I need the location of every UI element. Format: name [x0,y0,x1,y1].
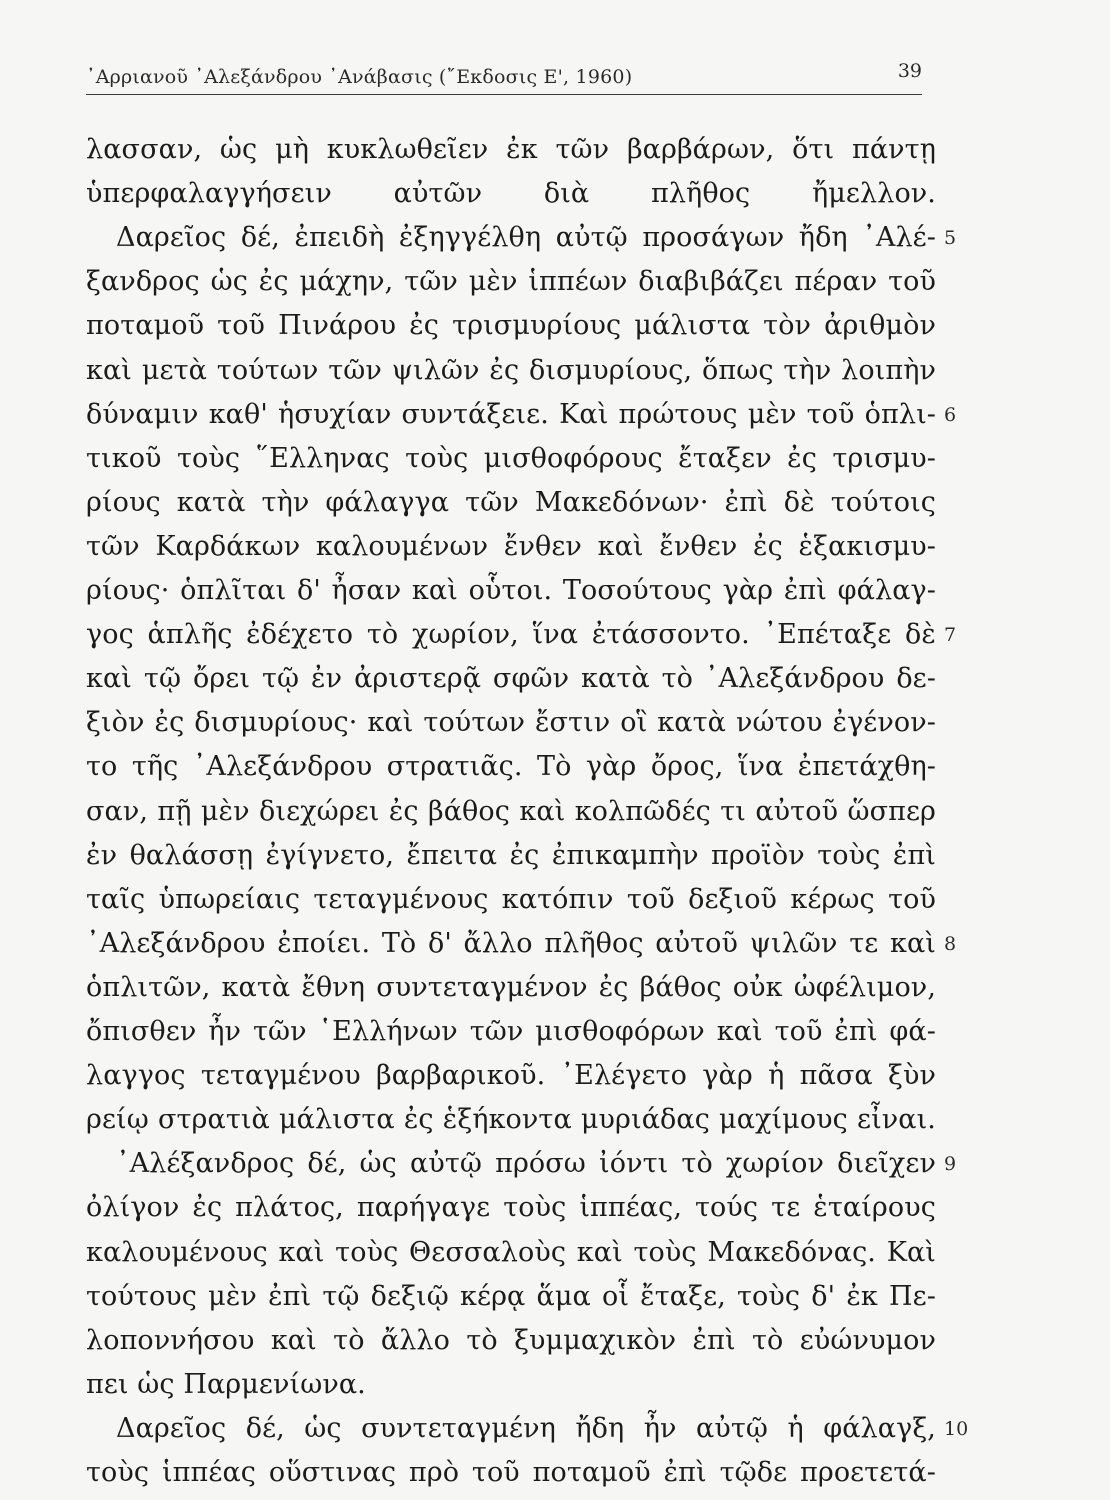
text-line: λοποννήσου καὶ τὸ ἄλλο τὸ ξυμμαχικὸν ἐπὶ τὸ εὐώνυμον [86,1325,936,1356]
text-line: λασσαν, ὡς μὴ κυκλωθεῖεν ἐκ τῶν βαρβάρων, ὅτι πάντῃ [86,134,936,165]
section-number: 5 [944,227,957,249]
text-line: τικοῦ τοὺς ῞Ελληνας τοὺς μισθοφόρους ἔταξεν ἐς τρισμυ- [86,443,936,474]
text-line: ρείῳ στρατιὰ μάλιστα ἐς ἑξήκοντα μυριάδας μαχίμους εἶναι. [86,1104,936,1135]
text-line: ξανδρος ὡς ἐς μάχην, τῶν μὲν ἱππέων διαβιβάζει πέραν τοῦ [86,266,936,297]
text-line: τούτους μὲν ἐπὶ τῷ δεξιῷ κέρᾳ ἅμα οἷ ἔταξε, τοὺς δ' ἐκ Πε- [86,1281,936,1312]
text-line: Δαρεῖος δέ, ὡς συντεταγμένη ἤδη ἦν αὐτῷ ἡ φάλαγξ, [116,1413,936,1444]
section-number: 9 [944,1153,957,1175]
running-title: ᾿Αρριανοῦ ᾿Αλεξάνδρου ᾿Ανάβασις (῎Εκδοσις Ε', 1960) [86,66,633,88]
text-line: ρίους κατὰ τὴν φάλαγγα τῶν Μακεδόνων· ἐπὶ δὲ τούτοις [86,487,936,518]
text-line: τῶν Καρδάκων καλουμένων ἔνθεν καὶ ἔνθεν ἐς ἑξακισμυ- [86,531,936,562]
text-line: ἐν θαλάσσῃ ἐγίγνετο, ἔπειτα ἐς ἐπικαμπὴν προϊὸν τοὺς ἐπὶ [86,840,936,871]
text-line: καὶ μετὰ τούτων τῶν ψιλῶν ἐς δισμυρίους, ὅπως τὴν λοιπὴν [86,355,936,386]
text-line: ποταμοῦ τοῦ Πινάρου ἐς τρισμυρίους μάλιστα τὸν ἀριθμὸν [86,310,936,341]
page-number: 39 [897,60,922,82]
text-line: ὁπλιτῶν, κατὰ ἔθνη συντεταγμένον ἐς βάθος οὐκ ὠφέλιμον, [86,972,936,1003]
section-number: 7 [944,624,957,646]
text-line: δύναμιν καθ' ἡσυχίαν συντάξειε. Καὶ πρώτους μὲν τοῦ ὁπλι- [86,399,936,430]
section-number: 8 [944,933,957,955]
section-number: 6 [944,404,957,426]
text-line: καλουμένους καὶ τοὺς Θεσσαλοὺς καὶ τοὺς Μακεδόνας. Καὶ [86,1237,936,1268]
text-line: ταῖς ὑπωρείαις τεταγμένους κατόπιν τοῦ δεξιοῦ κέρως τοῦ [86,884,936,915]
text-line: καὶ τῷ ὄρει τῷ ἐν ἀριστερᾷ σφῶν κατὰ τὸ ᾿Αλεξάνδρου δε- [86,663,936,694]
text-line: ὄπισθεν ἦν τῶν ῾Ελλήνων τῶν μισθοφόρων καὶ τοῦ ἐπὶ φά- [86,1016,936,1047]
text-line: ᾿Αλεξάνδρου ἐποίει. Τὸ δ' ἄλλο πλῆθος αὐτοῦ ψιλῶν τε καὶ [86,928,936,959]
running-head [86,62,922,95]
text-line: ὀλίγον ἐς πλάτος, παρήγαγε τοὺς ἱππέας, τούς τε ἑταίρους [86,1192,936,1223]
text-line: τοὺς ἱππέας οὕστινας πρὸ τοῦ ποταμοῦ ἐπὶ τῷδε προετετά- [86,1457,936,1488]
text-line: ᾿Αλέξανδρος δέ, ὡς αὐτῷ πρόσω ἰόντι τὸ χωρίον διεῖχεν [116,1148,936,1179]
text-line: ρίους· ὁπλῖται δ' ἦσαν καὶ οὗτοι. Τοσούτους γὰρ ἐπὶ φάλαγ- [86,575,936,606]
text-line: γος ἁπλῆς ἐδέχετο τὸ χωρίον, ἵνα ἐτάσσοντο. ᾿Επέταξε δὲ [86,619,936,650]
text-line: ὑπερφαλαγγήσειν αὐτῶν διὰ πλῆθος ἤμελλον. [86,178,936,209]
text-line: πει ὡς Παρμενίωνα. [86,1369,366,1400]
section-number: 10 [944,1418,969,1440]
text-line: το τῆς ᾿Αλεξάνδρου στρατιᾶς. Τὸ γὰρ ὄρος, ἵνα ἐπετάχθη- [86,751,936,782]
text-line: Δαρεῖος δέ, ἐπειδὴ ἐξηγγέλθη αὐτῷ προσάγων ἤδη ᾿Αλέ- [116,222,936,253]
text-line: σαν, πῇ μὲν διεχώρει ἐς βάθος καὶ κολπῶδές τι αὐτοῦ ὥσπερ [86,796,936,827]
text-line: ξιὸν ἐς δισμυρίους· καὶ τούτων ἔστιν οἳ κατὰ νώτου ἐγένον- [86,707,936,738]
text-line: λαγγος τεταγμένου βαρβαρικοῦ. ᾿Ελέγετο γὰρ ἡ πᾶσα ξὺν [86,1060,936,1091]
